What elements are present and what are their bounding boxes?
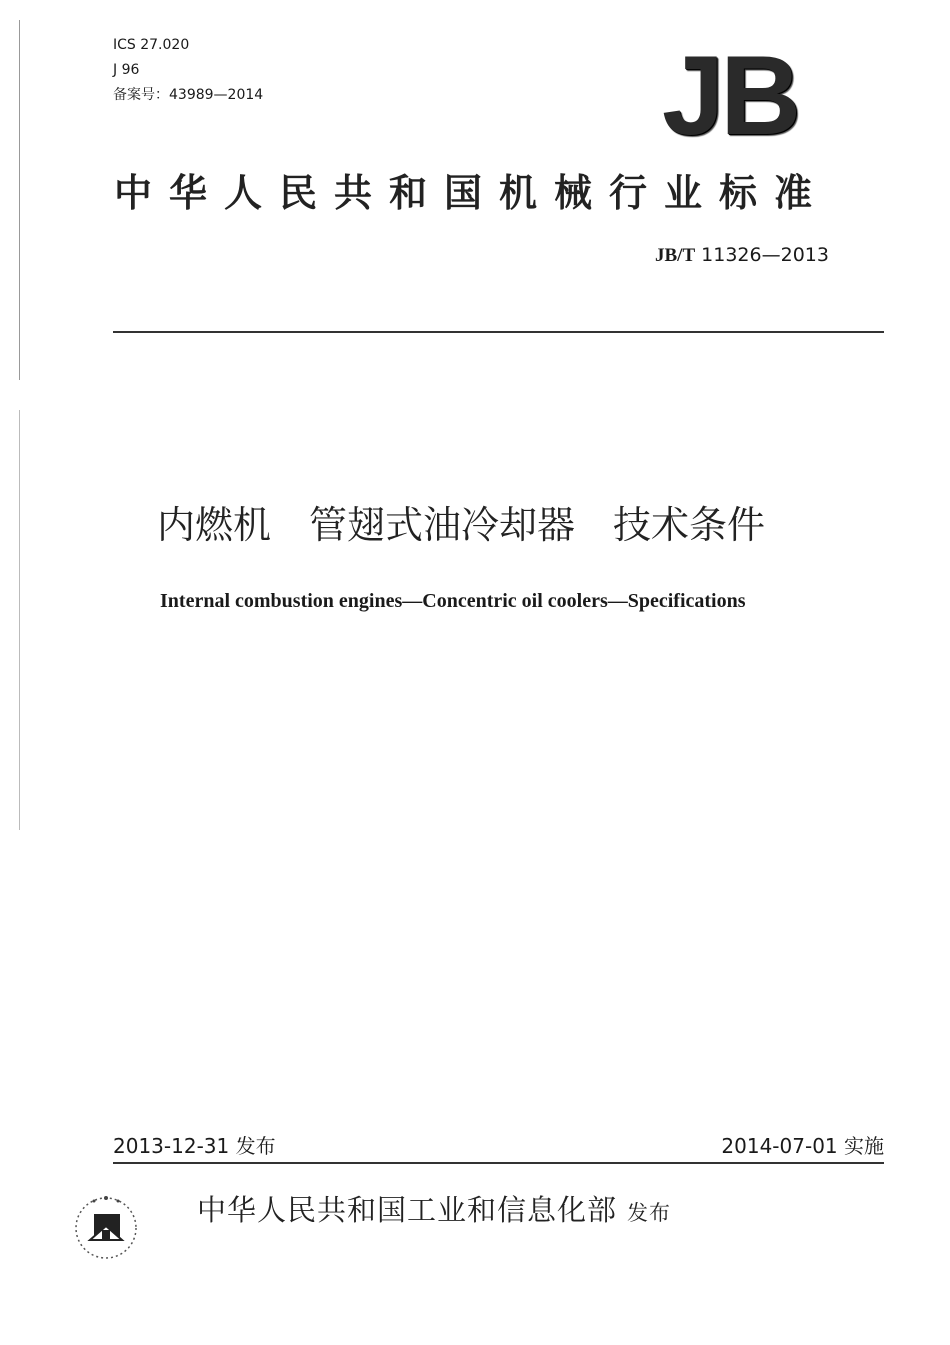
standard-category-title: 中华人民共和国机械行业标准: [114, 171, 830, 215]
ministry-seal-icon: [66, 1186, 146, 1266]
scan-edge-line-lower: [19, 410, 20, 830]
jb-logo: JB: [662, 33, 798, 158]
standard-code-prefix: JB/T: [655, 245, 696, 266]
classification-code: J 96: [113, 62, 140, 78]
footer-divider: [113, 1162, 884, 1164]
issuer-name: 中华人民共和国工业和信息化部: [197, 1193, 618, 1227]
document-title-cn: 内燃机 管翅式油冷却器 技术条件: [157, 503, 766, 547]
standard-code: [655, 243, 829, 268]
document-title-en: Internal combustion engines—Concentric oil coolers—Specifications: [160, 590, 746, 612]
record-number: 备案号：43989—2014: [113, 87, 264, 103]
issuer-action: 发布: [627, 1201, 672, 1225]
header-divider: [113, 331, 884, 333]
ics-code: ICS 27.020: [113, 37, 190, 53]
issue-date: 2013-12-31 发布: [113, 1134, 276, 1158]
scan-edge-line: [19, 20, 20, 380]
issuer: [197, 1192, 671, 1231]
standard-code-number: 11326—2013: [701, 244, 829, 266]
implementation-date: 2014-07-01 实施: [721, 1134, 884, 1158]
